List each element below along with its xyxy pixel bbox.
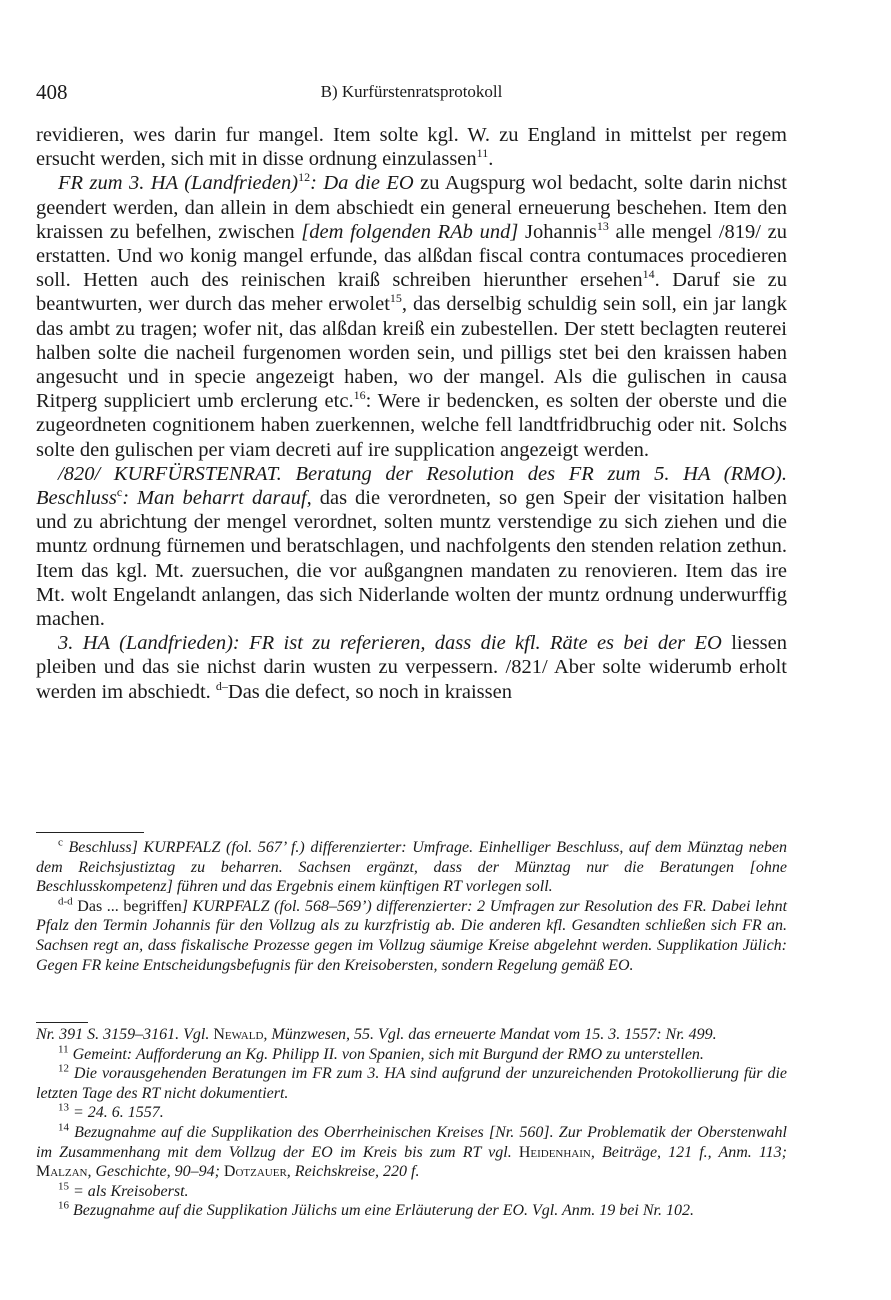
- footnote-13: $^{13}$ = 24. 6. 1557.: [58, 1102, 164, 1122]
- footnote-ref-14[interactable]: 14: [642, 267, 655, 282]
- paragraph-4: 3. HA (Landfrieden): FR ist zu referieren, dass die kfl. Räte es bei der EO liessen pleiben und das sie nichst darin wusten zu verpessern. /821/ Aber solte widerumb erholt werden im abschiedt. $^{d-}$Das die defect, so noch in kraissen: [36, 632, 788, 703]
- textual-note-ref-c[interactable]: c: [116, 485, 123, 500]
- footnote-16: $^{16}$ Bezugnahme auf die Supplikation Jülichs um eine Erläuterung der EO. Vgl. Anm. 19 bei Nr. 102.: [58, 1200, 694, 1220]
- footnote-ref-11[interactable]: 11: [476, 146, 489, 161]
- textual-note-ref-d[interactable]: d–: [215, 678, 228, 693]
- footnote-ref-13[interactable]: 13: [596, 218, 609, 233]
- footnotes-divider: [36, 1022, 88, 1023]
- textual-notes: [36, 838, 787, 975]
- footnotes: [36, 1025, 787, 1221]
- main-text: [36, 123, 787, 704]
- footnote-14: $^{14}$ Bezugnahme auf die Supplikation des Oberrheinischen Kreises [Nr. 560]. Zur Problematik der Oberstenwahl im Zusammenhang mit dem Vollzug der EO im Kreis bis zum RT vgl. Heidenhain, Beiträge, 121 f., Anm. 113; Malzan, Geschichte, 90–94; Dotzauer, Reichskreise, 220 f.: [36, 1121, 788, 1181]
- running-head: B) Kurfürstenratsprotokoll: [320, 82, 503, 101]
- textual-note-d: $^{d-d}$ Das ... begriffen] KURPFALZ (fol. 568–569’) differenzierter: 2 Umfragen zur Resolution des FR. Dabei lehnt Pfalz den Termin Johannis für den Vollzug als zu kurzfristig ab. Die anderen kfl. Gesandten schließen sich FR an. Sachsen regt an, dass fiskalische Prozesse gegen im Vollzug säumige Kreise abgelehnt werden. Supplikation Jülich: Gegen FR keine Entscheidungsbefugnis für den Kreisobersten, sondern Regelung gemäß EO.: [36, 895, 788, 974]
- footnote-ref-16[interactable]: 16: [353, 388, 366, 403]
- page-number: 408: [36, 80, 68, 104]
- footnote-continuation: Nr. 391 S. 3159–3161. Vgl. Newald, Münzwesen, 55. Vgl. das erneuerte Mandat vom 15. 3. 1557: Nr. 499.: [36, 1026, 717, 1043]
- page-header: [36, 80, 787, 106]
- textual-note-c: $^c$ Beschluss] KURPFALZ (fol. 567’ f.) differenzierter: Umfrage. Einhelliger Beschluss, auf dem Münztag neben dem Reichsjustiztag zu beharren. Sachsen ergänzt, dass der Münztag nur die Beratungen [ohne Beschlusskompetenz] führen und das Ergebnis einem künftigen RT vorlegen soll.: [36, 836, 787, 896]
- footnote-ref-12[interactable]: 12: [298, 170, 311, 185]
- paragraph-3: /820/ KURFÜRSTENRAT. Beratung der Resolution des FR zum 5. HA (RMO). Beschluss$^c$: Man beharrt darauf, das die verordneten, so gen Speir der visitation halben und zu abrichtung der mengel verordnet, solten muntz verstendige zu sich ziehen und die muntz ordnung fürnemen und beratschlagen, und nachfolgents den stenden relation zethun. Item das kgl. Mt. zuersuchen, die vor außgangnen mandaten zu renovieren. Item das ire Mt. wolt Engelandt anlangen, das sich Niderlande wolten der muntz ordnung underwurffig machen.: [36, 462, 787, 631]
- textual-notes-divider: [36, 832, 144, 833]
- footnote-ref-15[interactable]: 15: [389, 291, 402, 306]
- paragraph-2: FR zum 3. HA (Landfrieden)$^{12}$: Da die EO zu Augspurg wol bedacht, solte darin nichst geendert werden, dan allein in dem abschiedt ein general erneuerung beschehen. Item den kraissen zu befelhen, zwischen [dem folgenden RAb und] Johannis$^{13}$ alle mengel /819/ zu erstatten. Und wo konig mangel erfunde, das alßdan fiscal contra contumaces procedieren soll. Hetten auch des reinischen kraiß schreiben hierunther ersehen$^{14}$. Daruf sie zu beantwurten, wer durch das meher erwolet$^{15}$, das derselbig schuldig sein soll, ein jar langk das ambt zu tragen; wofer nit, das alßdan kreiß ein zubestellen. Der stett beclagten reuterei halben solte die nacheil furgenomen worden sein, und pilligs stet bei den kraissen haben angesucht und in specie angezeigt haben, wo der mangel. Als die gulischen in causa Ritperg suppliciert umb erclerung etc.$^{16}$: Were ir bedencken, es solten der oberste und die zugeordneten cognitionem haben zuerkennen, welche fell landtfridbruchig oder nit. Solchs solte den gulischen per viam decreti auf ire supplication angezeigt werden.: [36, 170, 788, 461]
- footnote-11: $^{11}$ Gemeint: Aufforderung an Kg. Philipp II. von Spanien, sich mit Burgund der RMO zu unterstellen.: [58, 1043, 704, 1063]
- footnote-12: $^{12}$ Die vorausgehenden Beratungen im FR zum 3. HA sind aufgrund der unzureichenden Protokollierung für die letzten Tage des RT nicht dokumentiert.: [36, 1062, 787, 1102]
- footnote-15: $^{15}$ = als Kreisoberst.: [58, 1180, 189, 1200]
- paragraph-1: revidieren, wes darin fur mangel. Item solte kgl. W. zu England in mittelst per regem ersucht werden, sich mit in disse ordnung einzulassen$^{11}$.: [36, 124, 787, 171]
